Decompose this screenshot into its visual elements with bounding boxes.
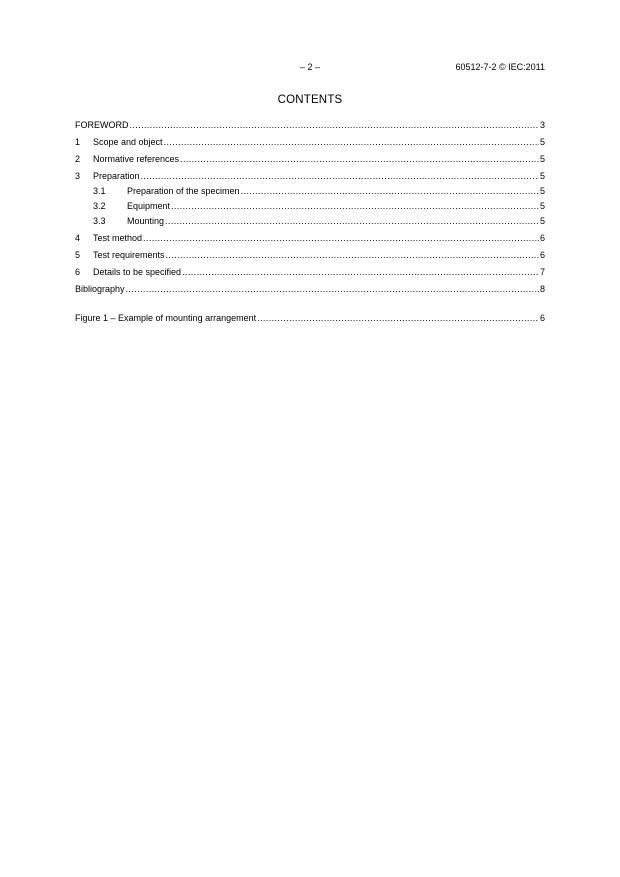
toc-entry-equipment[interactable]	[75, 200, 545, 212]
dot-leader	[141, 170, 539, 182]
toc-entry-title: Preparation of the specimen	[127, 186, 240, 196]
toc-entry-page: 8	[539, 284, 545, 294]
dot-leader	[241, 185, 539, 197]
dot-leader	[143, 232, 539, 244]
toc-entry-preparation-of-specimen[interactable]	[75, 185, 545, 197]
dot-leader	[182, 266, 539, 278]
dot-leader	[164, 136, 539, 148]
dot-leader	[171, 200, 539, 212]
page-number: – 2 –	[299, 62, 321, 72]
toc-entry-number: 1	[75, 137, 81, 147]
toc-entry-page: 7	[539, 267, 545, 277]
toc-entry-title: Equipment	[127, 201, 171, 211]
toc-entry-number: 6	[75, 267, 81, 277]
table-of-contents	[75, 119, 545, 324]
toc-entry-number: 2	[75, 154, 81, 164]
dot-leader	[130, 119, 539, 131]
toc-entry-title: Bibliography	[75, 284, 125, 294]
toc-entry-page: 5	[539, 201, 545, 211]
toc-entry-title: Test requirements	[93, 250, 165, 260]
toc-entry-page: 6	[539, 250, 545, 260]
toc-entry-details-to-be-specified[interactable]	[75, 266, 545, 278]
toc-entry-number: 4	[75, 233, 81, 243]
dot-leader	[180, 153, 539, 165]
toc-entry-number: 3.1	[93, 186, 106, 196]
toc-entry-page: 5	[539, 171, 545, 181]
toc-entry-page: 6	[539, 313, 545, 323]
dot-leader	[165, 215, 539, 227]
toc-entry-page: 3	[539, 120, 545, 130]
toc-entry-title: Mounting	[127, 216, 165, 226]
toc-entry-preparation[interactable]	[75, 170, 545, 182]
toc-entry-page: 5	[539, 154, 545, 164]
toc-entry-number: 3.2	[93, 201, 106, 211]
toc-entry-title: Preparation	[93, 171, 140, 181]
toc-entry-number: 3	[75, 171, 81, 181]
dot-leader	[257, 312, 539, 324]
document-id: 60512-7-2 © IEC:2011	[455, 62, 545, 72]
toc-entry-page: 5	[539, 137, 545, 147]
toc-entry-title: FOREWORD	[75, 120, 129, 130]
toc-entry-title: Figure 1 – Example of mounting arrangement	[75, 313, 257, 323]
toc-entry-page: 5	[539, 186, 545, 196]
toc-entry-normative-references[interactable]	[75, 153, 545, 165]
toc-entry-number: 5	[75, 250, 81, 260]
toc-entry-number: 3.3	[93, 216, 106, 226]
toc-entry-scope[interactable]	[75, 136, 545, 148]
toc-entry-foreword[interactable]	[75, 119, 545, 131]
toc-entry-mounting[interactable]	[75, 215, 545, 227]
toc-entry-title: Details to be specified	[93, 267, 182, 277]
toc-entry-test-requirements[interactable]	[75, 249, 545, 261]
toc-entry-page: 6	[539, 233, 545, 243]
toc-entry-test-method[interactable]	[75, 232, 545, 244]
toc-entry-title: Scope and object	[93, 137, 163, 147]
toc-title: CONTENTS	[277, 94, 343, 106]
toc-entry-bibliography[interactable]	[75, 283, 545, 295]
toc-entry-title: Normative references	[93, 154, 180, 164]
dot-leader	[126, 283, 539, 295]
toc-entry-figure-1[interactable]	[75, 312, 545, 324]
dot-leader	[166, 249, 539, 261]
toc-entry-page: 5	[539, 216, 545, 226]
toc-entry-title: Test method	[93, 233, 143, 243]
